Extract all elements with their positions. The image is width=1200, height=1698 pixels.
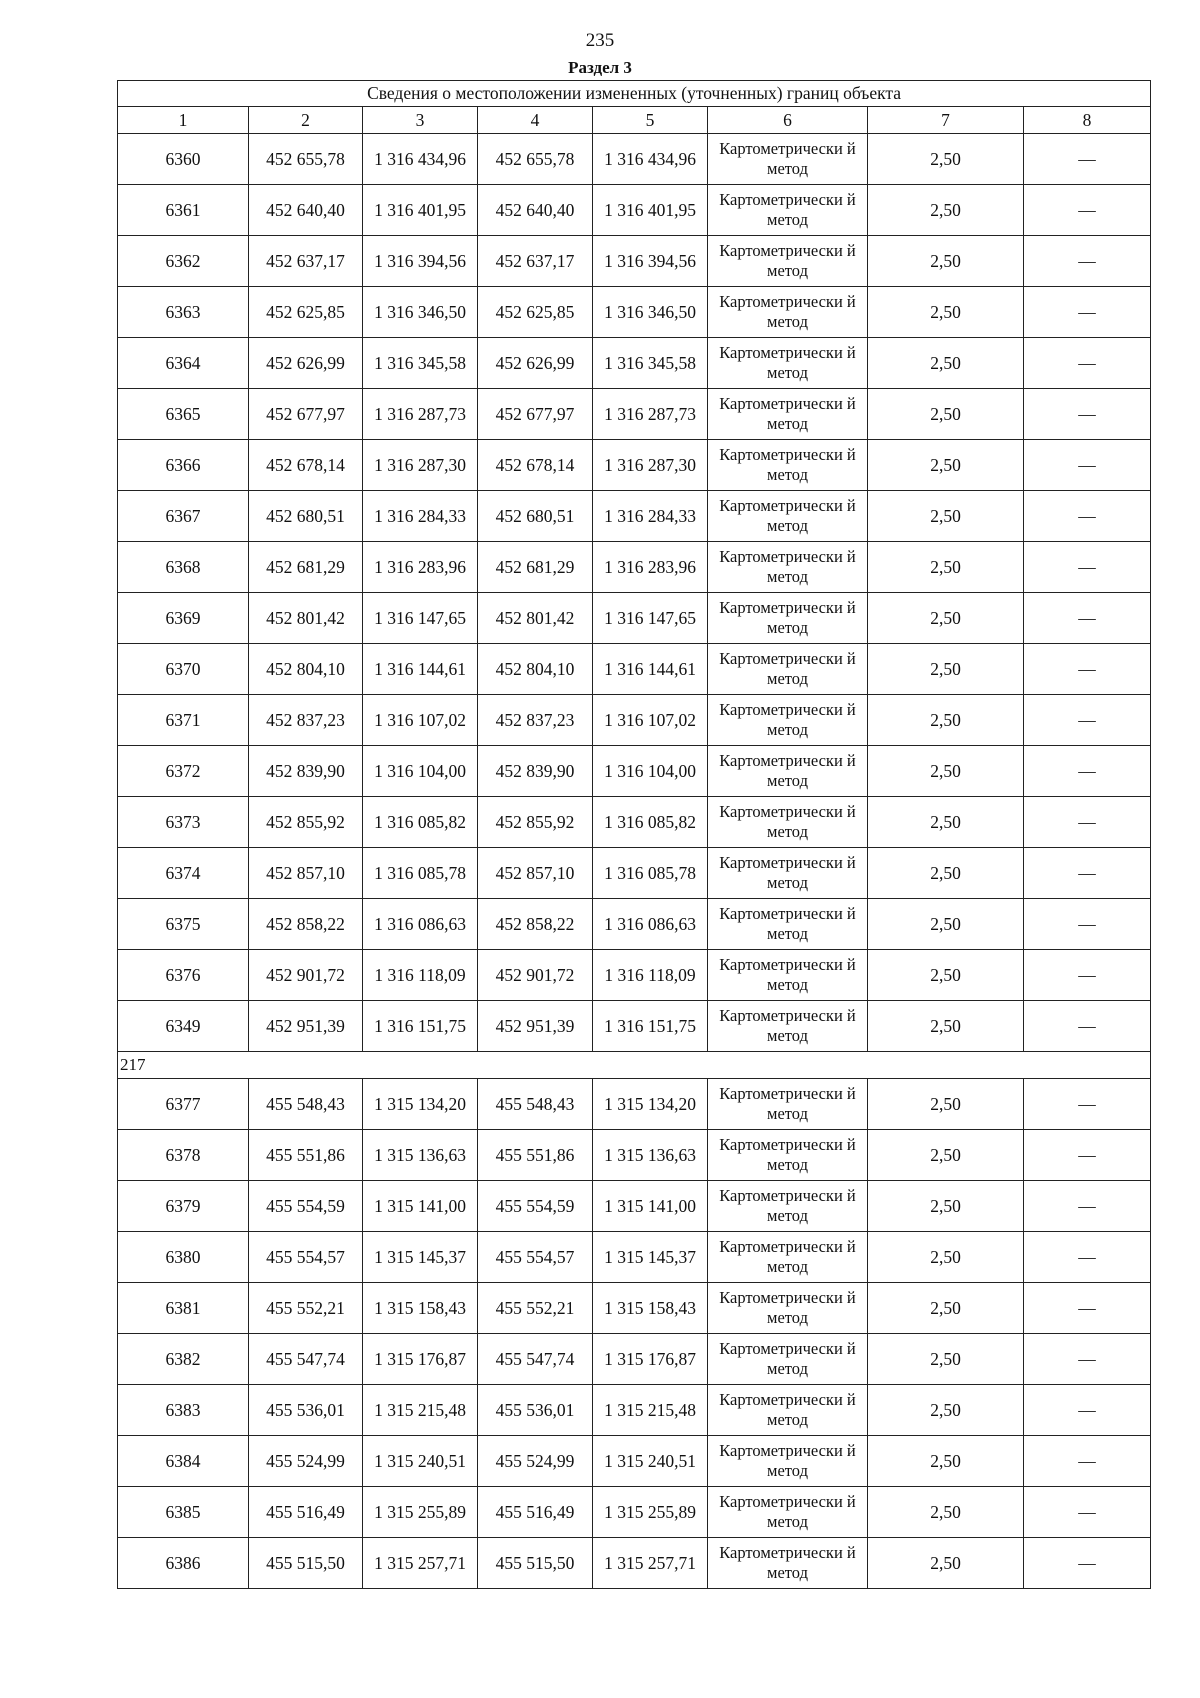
method-cell: Картометрически й метод — [708, 542, 868, 593]
description-cell: — — [1024, 389, 1151, 440]
method-cell: Картометрически й метод — [708, 644, 868, 695]
table-row — [118, 797, 1151, 848]
x-old-cell: 452 678,14 — [249, 440, 363, 491]
y-new-cell: 1 316 287,73 — [593, 389, 708, 440]
method-cell: Картометрически й метод — [708, 1487, 868, 1538]
y-old-cell: 1 316 345,58 — [363, 338, 478, 389]
table-row — [118, 899, 1151, 950]
method-cell: Картометрически й метод — [708, 1436, 868, 1487]
table-row — [118, 287, 1151, 338]
x-old-cell: 455 554,59 — [249, 1181, 363, 1232]
point-number-cell: 6367 — [118, 491, 249, 542]
description-cell: — — [1024, 644, 1151, 695]
y-old-cell: 1 316 284,33 — [363, 491, 478, 542]
description-cell: — — [1024, 1334, 1151, 1385]
x-old-cell: 452 801,42 — [249, 593, 363, 644]
accuracy-cell: 2,50 — [868, 1487, 1024, 1538]
x-old-cell: 452 839,90 — [249, 746, 363, 797]
accuracy-cell: 2,50 — [868, 746, 1024, 797]
x-new-cell: 455 536,01 — [478, 1385, 593, 1436]
y-old-cell: 1 316 287,30 — [363, 440, 478, 491]
point-number-cell: 6376 — [118, 950, 249, 1001]
x-old-cell: 452 655,78 — [249, 134, 363, 185]
point-number-cell: 6349 — [118, 1001, 249, 1052]
point-number-cell: 6360 — [118, 134, 249, 185]
column-header-8: 8 — [1024, 107, 1151, 134]
method-cell: Картометрически й метод — [708, 1232, 868, 1283]
point-number-cell: 6381 — [118, 1283, 249, 1334]
table-row — [118, 950, 1151, 1001]
description-cell: — — [1024, 746, 1151, 797]
y-new-cell: 1 315 257,71 — [593, 1538, 708, 1589]
x-old-cell: 455 548,43 — [249, 1079, 363, 1130]
point-number-cell: 6377 — [118, 1079, 249, 1130]
y-new-cell: 1 316 287,30 — [593, 440, 708, 491]
x-new-cell: 452 678,14 — [478, 440, 593, 491]
x-new-cell: 455 547,74 — [478, 1334, 593, 1385]
table-row — [118, 185, 1151, 236]
x-old-cell: 452 680,51 — [249, 491, 363, 542]
x-old-cell: 452 640,40 — [249, 185, 363, 236]
table-body — [118, 134, 1151, 1589]
table-row — [118, 1283, 1151, 1334]
method-cell: Картометрически й метод — [708, 491, 868, 542]
method-cell: Картометрически й метод — [708, 899, 868, 950]
description-cell: — — [1024, 593, 1151, 644]
table-row — [118, 1538, 1151, 1589]
accuracy-cell: 2,50 — [868, 797, 1024, 848]
method-cell: Картометрически й метод — [708, 1334, 868, 1385]
accuracy-cell: 2,50 — [868, 1130, 1024, 1181]
x-new-cell: 452 680,51 — [478, 491, 593, 542]
accuracy-cell: 2,50 — [868, 134, 1024, 185]
y-new-cell: 1 315 136,63 — [593, 1130, 708, 1181]
table-row — [118, 848, 1151, 899]
method-cell: Картометрически й метод — [708, 695, 868, 746]
point-number-cell: 6369 — [118, 593, 249, 644]
x-old-cell: 452 677,97 — [249, 389, 363, 440]
y-new-cell: 1 315 134,20 — [593, 1079, 708, 1130]
method-cell: Картометрически й метод — [708, 1001, 868, 1052]
y-old-cell: 1 315 158,43 — [363, 1283, 478, 1334]
method-cell: Картометрически й метод — [708, 797, 868, 848]
y-new-cell: 1 316 086,63 — [593, 899, 708, 950]
point-number-cell: 6370 — [118, 644, 249, 695]
y-new-cell: 1 316 147,65 — [593, 593, 708, 644]
accuracy-cell: 2,50 — [868, 1232, 1024, 1283]
y-old-cell: 1 316 434,96 — [363, 134, 478, 185]
point-number-cell: 6375 — [118, 899, 249, 950]
description-cell: — — [1024, 1538, 1151, 1589]
x-new-cell: 452 951,39 — [478, 1001, 593, 1052]
table-row — [118, 440, 1151, 491]
point-number-cell: 6373 — [118, 797, 249, 848]
y-new-cell: 1 316 284,33 — [593, 491, 708, 542]
accuracy-cell: 2,50 — [868, 695, 1024, 746]
description-cell: — — [1024, 338, 1151, 389]
y-old-cell: 1 315 257,71 — [363, 1538, 478, 1589]
description-cell: — — [1024, 1487, 1151, 1538]
x-new-cell: 455 548,43 — [478, 1079, 593, 1130]
x-new-cell: 452 837,23 — [478, 695, 593, 746]
description-cell: — — [1024, 134, 1151, 185]
accuracy-cell: 2,50 — [868, 644, 1024, 695]
accuracy-cell: 2,50 — [868, 1334, 1024, 1385]
table-row — [118, 1130, 1151, 1181]
column-header-1: 1 — [118, 107, 249, 134]
x-new-cell: 452 625,85 — [478, 287, 593, 338]
method-cell: Картометрически й метод — [708, 848, 868, 899]
method-cell: Картометрически й метод — [708, 338, 868, 389]
accuracy-cell: 2,50 — [868, 236, 1024, 287]
x-old-cell: 452 951,39 — [249, 1001, 363, 1052]
method-cell: Картометрически й метод — [708, 1130, 868, 1181]
table-caption: Сведения о местоположении измененных (уточненных) границ объекта — [118, 81, 1151, 107]
accuracy-cell: 2,50 — [868, 1436, 1024, 1487]
table-row — [118, 1181, 1151, 1232]
table-row — [118, 389, 1151, 440]
table-row — [118, 695, 1151, 746]
boundary-coordinates-table — [117, 80, 1151, 1589]
accuracy-cell: 2,50 — [868, 542, 1024, 593]
x-old-cell: 452 625,85 — [249, 287, 363, 338]
x-old-cell: 455 554,57 — [249, 1232, 363, 1283]
table-row — [118, 1334, 1151, 1385]
x-old-cell: 455 552,21 — [249, 1283, 363, 1334]
x-new-cell: 452 637,17 — [478, 236, 593, 287]
y-old-cell: 1 316 085,82 — [363, 797, 478, 848]
y-old-cell: 1 316 086,63 — [363, 899, 478, 950]
column-header-5: 5 — [593, 107, 708, 134]
description-cell: — — [1024, 236, 1151, 287]
y-new-cell: 1 316 434,96 — [593, 134, 708, 185]
description-cell: — — [1024, 1079, 1151, 1130]
x-old-cell: 452 626,99 — [249, 338, 363, 389]
point-number-cell: 6366 — [118, 440, 249, 491]
accuracy-cell: 2,50 — [868, 1079, 1024, 1130]
x-new-cell: 455 554,57 — [478, 1232, 593, 1283]
y-old-cell: 1 316 144,61 — [363, 644, 478, 695]
section-title: Раздел 3 — [568, 58, 632, 77]
y-old-cell: 1 316 394,56 — [363, 236, 478, 287]
x-new-cell: 452 855,92 — [478, 797, 593, 848]
y-new-cell: 1 315 145,37 — [593, 1232, 708, 1283]
x-new-cell: 452 857,10 — [478, 848, 593, 899]
table-row — [118, 1232, 1151, 1283]
page-number: 235 — [585, 30, 615, 51]
method-cell: Картометрически й метод — [708, 389, 868, 440]
method-cell: Картометрически й метод — [708, 1079, 868, 1130]
description-cell: — — [1024, 848, 1151, 899]
x-old-cell: 455 536,01 — [249, 1385, 363, 1436]
y-old-cell: 1 315 176,87 — [363, 1334, 478, 1385]
accuracy-cell: 2,50 — [868, 899, 1024, 950]
description-cell: — — [1024, 440, 1151, 491]
point-number-cell: 6363 — [118, 287, 249, 338]
y-new-cell: 1 315 141,00 — [593, 1181, 708, 1232]
table-row — [118, 134, 1151, 185]
method-cell: Картометрически й метод — [708, 134, 868, 185]
y-old-cell: 1 315 215,48 — [363, 1385, 478, 1436]
accuracy-cell: 2,50 — [868, 287, 1024, 338]
accuracy-cell: 2,50 — [868, 185, 1024, 236]
y-new-cell: 1 316 151,75 — [593, 1001, 708, 1052]
y-new-cell: 1 316 394,56 — [593, 236, 708, 287]
column-header-2: 2 — [249, 107, 363, 134]
description-cell: — — [1024, 695, 1151, 746]
table-row — [118, 1487, 1151, 1538]
description-cell: — — [1024, 1181, 1151, 1232]
table-row — [118, 542, 1151, 593]
method-cell: Картометрически й метод — [708, 440, 868, 491]
x-old-cell: 452 804,10 — [249, 644, 363, 695]
x-new-cell: 452 681,29 — [478, 542, 593, 593]
x-new-cell: 452 626,99 — [478, 338, 593, 389]
y-new-cell: 1 315 176,87 — [593, 1334, 708, 1385]
y-old-cell: 1 315 255,89 — [363, 1487, 478, 1538]
y-old-cell: 1 315 136,63 — [363, 1130, 478, 1181]
description-cell: — — [1024, 185, 1151, 236]
point-number-cell: 6380 — [118, 1232, 249, 1283]
description-cell: — — [1024, 1232, 1151, 1283]
table-row — [118, 1385, 1151, 1436]
accuracy-cell: 2,50 — [868, 440, 1024, 491]
x-new-cell: 455 515,50 — [478, 1538, 593, 1589]
method-cell: Картометрически й метод — [708, 1538, 868, 1589]
y-new-cell: 1 315 255,89 — [593, 1487, 708, 1538]
x-new-cell: 452 804,10 — [478, 644, 593, 695]
y-new-cell: 1 316 085,82 — [593, 797, 708, 848]
table-row — [118, 1001, 1151, 1052]
description-cell: — — [1024, 950, 1151, 1001]
method-cell: Картометрически й метод — [708, 950, 868, 1001]
table-row — [118, 491, 1151, 542]
x-new-cell: 455 552,21 — [478, 1283, 593, 1334]
table-row — [118, 338, 1151, 389]
x-new-cell: 455 516,49 — [478, 1487, 593, 1538]
x-new-cell: 455 524,99 — [478, 1436, 593, 1487]
accuracy-cell: 2,50 — [868, 1283, 1024, 1334]
y-new-cell: 1 316 401,95 — [593, 185, 708, 236]
x-new-cell: 452 801,42 — [478, 593, 593, 644]
accuracy-cell: 2,50 — [868, 389, 1024, 440]
point-number-cell: 6362 — [118, 236, 249, 287]
method-cell: Картометрически й метод — [708, 1385, 868, 1436]
x-new-cell: 455 551,86 — [478, 1130, 593, 1181]
accuracy-cell: 2,50 — [868, 491, 1024, 542]
x-new-cell: 452 858,22 — [478, 899, 593, 950]
group-label: 217 — [118, 1052, 1151, 1079]
point-number-cell: 6365 — [118, 389, 249, 440]
point-number-cell: 6364 — [118, 338, 249, 389]
point-number-cell: 6372 — [118, 746, 249, 797]
table-row — [118, 1079, 1151, 1130]
accuracy-cell: 2,50 — [868, 1385, 1024, 1436]
group-row — [118, 1052, 1151, 1079]
x-old-cell: 455 516,49 — [249, 1487, 363, 1538]
x-old-cell: 452 858,22 — [249, 899, 363, 950]
y-old-cell: 1 315 134,20 — [363, 1079, 478, 1130]
point-number-cell: 6382 — [118, 1334, 249, 1385]
point-number-cell: 6384 — [118, 1436, 249, 1487]
method-cell: Картометрически й метод — [708, 593, 868, 644]
y-new-cell: 1 315 240,51 — [593, 1436, 708, 1487]
x-old-cell: 455 515,50 — [249, 1538, 363, 1589]
y-new-cell: 1 316 345,58 — [593, 338, 708, 389]
description-cell: — — [1024, 491, 1151, 542]
method-cell: Картометрически й метод — [708, 236, 868, 287]
point-number-cell: 6361 — [118, 185, 249, 236]
accuracy-cell: 2,50 — [868, 1001, 1024, 1052]
y-old-cell: 1 316 283,96 — [363, 542, 478, 593]
description-cell: — — [1024, 797, 1151, 848]
y-old-cell: 1 316 346,50 — [363, 287, 478, 338]
description-cell: — — [1024, 1130, 1151, 1181]
point-number-cell: 6378 — [118, 1130, 249, 1181]
table-row — [118, 644, 1151, 695]
y-old-cell: 1 316 147,65 — [363, 593, 478, 644]
y-new-cell: 1 316 283,96 — [593, 542, 708, 593]
y-new-cell: 1 315 215,48 — [593, 1385, 708, 1436]
column-number-header — [118, 107, 1151, 134]
description-cell: — — [1024, 542, 1151, 593]
y-new-cell: 1 316 085,78 — [593, 848, 708, 899]
x-old-cell: 455 524,99 — [249, 1436, 363, 1487]
column-header-3: 3 — [363, 107, 478, 134]
column-header-7: 7 — [868, 107, 1024, 134]
point-number-cell: 6379 — [118, 1181, 249, 1232]
point-number-cell: 6368 — [118, 542, 249, 593]
y-old-cell: 1 315 145,37 — [363, 1232, 478, 1283]
y-old-cell: 1 316 151,75 — [363, 1001, 478, 1052]
column-header-4: 4 — [478, 107, 593, 134]
x-old-cell: 452 681,29 — [249, 542, 363, 593]
x-old-cell: 452 901,72 — [249, 950, 363, 1001]
method-cell: Картометрически й метод — [708, 1283, 868, 1334]
method-cell: Картометрически й метод — [708, 1181, 868, 1232]
description-cell: — — [1024, 1283, 1151, 1334]
table-row — [118, 593, 1151, 644]
y-old-cell: 1 316 287,73 — [363, 389, 478, 440]
y-old-cell: 1 315 141,00 — [363, 1181, 478, 1232]
y-new-cell: 1 316 346,50 — [593, 287, 708, 338]
y-old-cell: 1 316 104,00 — [363, 746, 478, 797]
accuracy-cell: 2,50 — [868, 1181, 1024, 1232]
y-old-cell: 1 315 240,51 — [363, 1436, 478, 1487]
x-new-cell: 452 901,72 — [478, 950, 593, 1001]
description-cell: — — [1024, 1385, 1151, 1436]
x-old-cell: 455 551,86 — [249, 1130, 363, 1181]
accuracy-cell: 2,50 — [868, 1538, 1024, 1589]
x-old-cell: 455 547,74 — [249, 1334, 363, 1385]
accuracy-cell: 2,50 — [868, 848, 1024, 899]
y-new-cell: 1 316 104,00 — [593, 746, 708, 797]
point-number-cell: 6385 — [118, 1487, 249, 1538]
x-new-cell: 452 640,40 — [478, 185, 593, 236]
y-old-cell: 1 316 401,95 — [363, 185, 478, 236]
description-cell: — — [1024, 1436, 1151, 1487]
column-header-6: 6 — [708, 107, 868, 134]
accuracy-cell: 2,50 — [868, 950, 1024, 1001]
x-new-cell: 452 839,90 — [478, 746, 593, 797]
x-new-cell: 455 554,59 — [478, 1181, 593, 1232]
table-row — [118, 1436, 1151, 1487]
accuracy-cell: 2,50 — [868, 338, 1024, 389]
point-number-cell: 6386 — [118, 1538, 249, 1589]
y-old-cell: 1 316 085,78 — [363, 848, 478, 899]
accuracy-cell: 2,50 — [868, 593, 1024, 644]
point-number-cell: 6371 — [118, 695, 249, 746]
x-old-cell: 452 855,92 — [249, 797, 363, 848]
point-number-cell: 6383 — [118, 1385, 249, 1436]
description-cell: — — [1024, 287, 1151, 338]
y-new-cell: 1 315 158,43 — [593, 1283, 708, 1334]
description-cell: — — [1024, 899, 1151, 950]
method-cell: Картометрически й метод — [708, 185, 868, 236]
y-new-cell: 1 316 118,09 — [593, 950, 708, 1001]
y-old-cell: 1 316 118,09 — [363, 950, 478, 1001]
method-cell: Картометрически й метод — [708, 746, 868, 797]
y-new-cell: 1 316 144,61 — [593, 644, 708, 695]
point-number-cell: 6374 — [118, 848, 249, 899]
y-new-cell: 1 316 107,02 — [593, 695, 708, 746]
x-old-cell: 452 837,23 — [249, 695, 363, 746]
description-cell: — — [1024, 1001, 1151, 1052]
method-cell: Картометрически й метод — [708, 287, 868, 338]
x-new-cell: 452 655,78 — [478, 134, 593, 185]
table-row — [118, 746, 1151, 797]
x-new-cell: 452 677,97 — [478, 389, 593, 440]
x-old-cell: 452 637,17 — [249, 236, 363, 287]
y-old-cell: 1 316 107,02 — [363, 695, 478, 746]
x-old-cell: 452 857,10 — [249, 848, 363, 899]
table-row — [118, 236, 1151, 287]
